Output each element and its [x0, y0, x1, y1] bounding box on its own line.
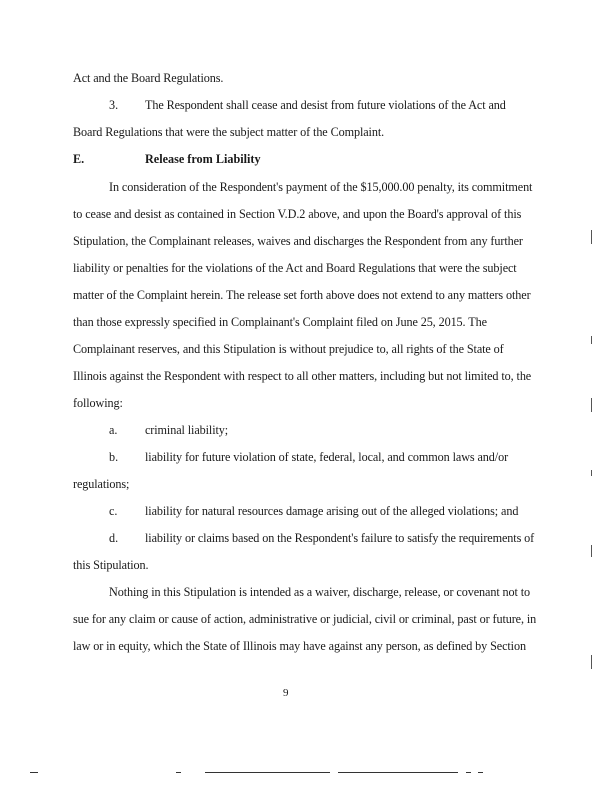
text-line: law or in equity, which the State of Illinois may have against any person, as defined by Section — [73, 639, 526, 653]
text-line: regulations; — [73, 477, 130, 491]
text-line: following: — [73, 396, 123, 410]
text-line: Nothing in this Stipulation is intended as a waiver, discharge, release, or covenant not to — [109, 585, 531, 599]
list-item: liability or claims based on the Respondent's failure to satisfy the requirements of — [145, 531, 535, 545]
footer-rule — [205, 772, 330, 773]
section-letter: E. — [73, 152, 85, 166]
text-line: The Respondent shall cease and desist from future violations of the Act and — [145, 98, 506, 112]
margin-mark — [591, 545, 592, 557]
text-line: Act and the Board Regulations. — [73, 71, 224, 85]
section-heading: Release from Liability — [145, 152, 261, 166]
footer-rule-fragment — [466, 772, 471, 773]
text-line: sue for any claim or cause of action, administrative or judicial, civil or criminal, past or future, in — [73, 612, 537, 626]
item-number: 3. — [109, 98, 119, 112]
list-item: criminal liability; — [145, 423, 229, 437]
margin-mark — [591, 470, 592, 476]
text-line: In consideration of the Respondent's payment of the $15,000.00 penalty, its commitment — [109, 180, 533, 194]
footer-rule-fragment — [176, 772, 181, 773]
text-line: liability or penalties for the violations of the Act and Board Regulations that were the subject — [73, 261, 517, 275]
footer-rule — [338, 772, 458, 773]
margin-mark — [591, 230, 592, 244]
text-line: Illinois against the Respondent with respect to all other matters, including but not limited to, the — [73, 369, 532, 383]
margin-mark — [591, 336, 592, 344]
text-line: Board Regulations that were the subject matter of the Complaint. — [73, 125, 385, 139]
footer-rule-fragment — [478, 772, 483, 773]
margin-mark — [591, 655, 592, 669]
text-line: Complainant reserves, and this Stipulation is without prejudice to, all rights of the State of — [73, 342, 504, 356]
text-line: Stipulation, the Complainant releases, waives and discharges the Respondent from any further — [73, 234, 523, 248]
list-item: liability for future violation of state, federal, local, and common laws and/or — [145, 450, 509, 464]
text-line: matter of the Complaint herein. The release set forth above does not extend to any matters other — [73, 288, 531, 302]
text-line: than those expressly specified in Complainant's Complaint filed on June 25, 2015. The — [73, 315, 487, 329]
list-item: liability for natural resources damage arising out of the alleged violations; and — [145, 504, 519, 518]
list-letter: b. — [109, 450, 119, 464]
margin-mark — [591, 398, 592, 412]
list-letter: d. — [109, 531, 119, 545]
page-number: 9 — [283, 687, 289, 699]
list-letter: a. — [109, 423, 118, 437]
text-line: this Stipulation. — [73, 558, 149, 572]
footer-rule-fragment — [30, 772, 38, 773]
text-line: to cease and desist as contained in Section V.D.2 above, and upon the Board's approval of this — [73, 207, 522, 221]
list-letter: c. — [109, 504, 118, 518]
